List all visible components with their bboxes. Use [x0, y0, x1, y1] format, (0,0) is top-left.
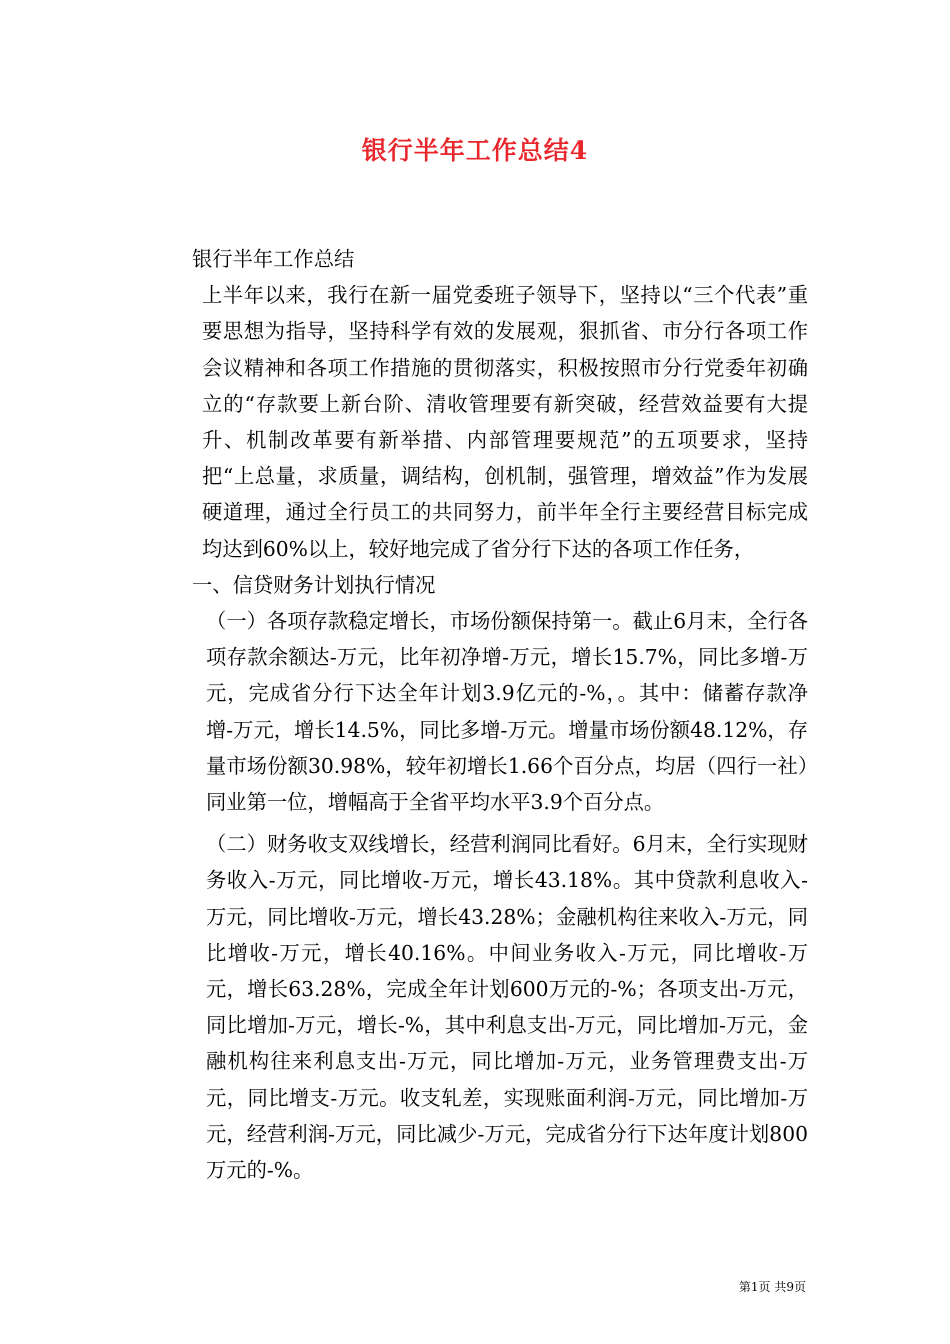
document-body — [144, 241, 808, 1188]
page-number-footer: 第1页 共9页 — [738, 1280, 806, 1294]
document-title: 银行半年工作总结4 — [361, 136, 589, 165]
finance-paragraph: （二）财务收支双线增长，经营利润同比看好。6月末，全行实现财务收入-万元，同比增收-万元，增长43.18%。其中贷款利息收入-万元，同比增收-万元，增长43.28%；金融机构往来收入-万元，同比增收-万元，增长40.16%。中间业务收入-万元，同比增收-万元，增长63.28%，完成全年计划600万元的-%；各项支出-万元，同比增加-万元，增长-%，其中利息支出-万元，同比增加-万元，金融机构往来利息支出-万元，同比增加-万元，业务管理费支出-万元，同比增支-万元。收支轧差，实现账面利润-万元，同比增加-万元，经营利润-万元，同比减少-万元，完成省分行下达年度计划800万元的-%。 — [206, 832, 808, 1183]
deposits-paragraph: （一）各项存款稳定增长，市场份额保持第一。截止6月末，全行各项存款余额达-万元，比年初净增-万元，增长15.7%，同比多增-万元，完成省分行下达全年计划3.9亿元的-%，。其中：储蓄存款净增-万元，增长14.5%，同比多增-万元。增量市场份额48.12%，存量市场份额30.98%，较年初增长1.66个百分点，均居（四行一社）同业第一位，增幅高于全省平均水平3.9个百分点。 — [206, 609, 808, 815]
intro-paragraph: 上半年以来，我行在新一届党委班子领导下，坚持以“三个代表”重要思想为指导，坚持科学有效的发展观，狠抓省、市分行各项工作会议精神和各项工作措施的贯彻落实，积极按照市分行党委年初确立的“存款要上新台阶、清收管理要有新突破，经营效益要有大提升、机制改革要有新举措、内部管理要规范”的五项要求，坚持把“上总量，求质量，调结构，创机制，强管理，增效益”作为发展硬道理，通过全行员工的共同努力，前半年全行主要经营目标完成均达到60%以上，较好地完成了省分行下达的各项工作任务， — [202, 283, 808, 561]
document-heading: 银行半年工作总结 — [192, 247, 355, 271]
section-heading-one: 一、信贷财务计划执行情况 — [192, 572, 436, 597]
